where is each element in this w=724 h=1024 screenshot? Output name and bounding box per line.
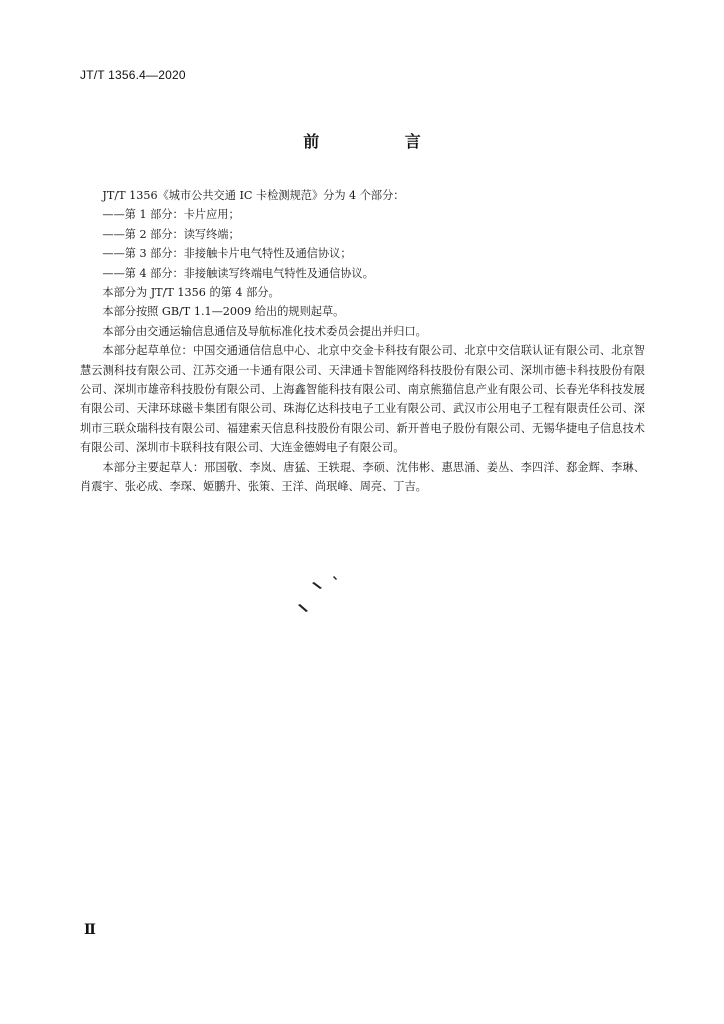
paragraph-drafters: 本部分主要起草人：邢国敬、李岚、唐猛、王轶琨、李硕、沈伟彬、惠思涌、姜丛、李四洋、郄金辉、李琳、肖震宇、张必成、李琛、姬鹏升、张策、王洋、尚珉峰、周亮、丁吉。 <box>80 460 645 494</box>
stray-ink-marks <box>296 570 356 620</box>
paragraph-proposer: 本部分由交通运输信息通信及导航标准化技术委员会提出并归口。 <box>102 324 427 338</box>
list-item-part-3: ——第 3 部分：非接触卡片电气特性及通信协议； <box>102 247 352 261</box>
paragraph-part-statement: 本部分为 JT/T 1356 的第 4 部分。 <box>102 286 280 300</box>
paragraph-intro: JT/T 1356《城市公共交通 IC 卡检测规范》分为 4 个部分： <box>102 189 405 202</box>
paragraph-drafting-units: 本部分起草单位：中国交通通信信息中心、北京中交金卡科技有限公司、北京中交信联认证有限公司、北京智慧云测科技有限公司、江苏交通一卡通有限公司、天津通卡智能网络科技股份有限公司、深圳市德卡科技股份有限公司、深圳市雄帝科技股份有限公司、上海鑫智能科技有限公司、南京熊猫信息产业有限公司、长春光华科技发展有限公司、天津环球磁卡集团有限公司、珠海亿达科技电子工业有限公司、武汉市公用电子工程有限责任公司、深圳市三联众瑞科技有限公司、福建索天信息科技股份有限公司、新开普电子股份有限公司、无锡华捷电子信息技术有限公司、深圳市卡联科技有限公司、大连金德姆电子有限公司。 <box>80 344 645 455</box>
list-item-part-2: ——第 2 部分：读写终端； <box>102 227 240 241</box>
list-item-part-1: ——第 1 部分：卡片应用； <box>102 208 240 222</box>
standard-code: JT/T 1356.4—2020 <box>80 68 186 82</box>
foreword-body <box>80 186 645 497</box>
list-item-part-4: ——第 4 部分：非接触读写终端电气特性及通信协议。 <box>102 266 374 280</box>
page-title: 前 言 <box>303 132 461 151</box>
page-number: Ⅱ <box>84 923 96 938</box>
paragraph-drafting-rules: 本部分按照 GB/T 1.1—2009 给出的规则起草。 <box>102 305 345 319</box>
